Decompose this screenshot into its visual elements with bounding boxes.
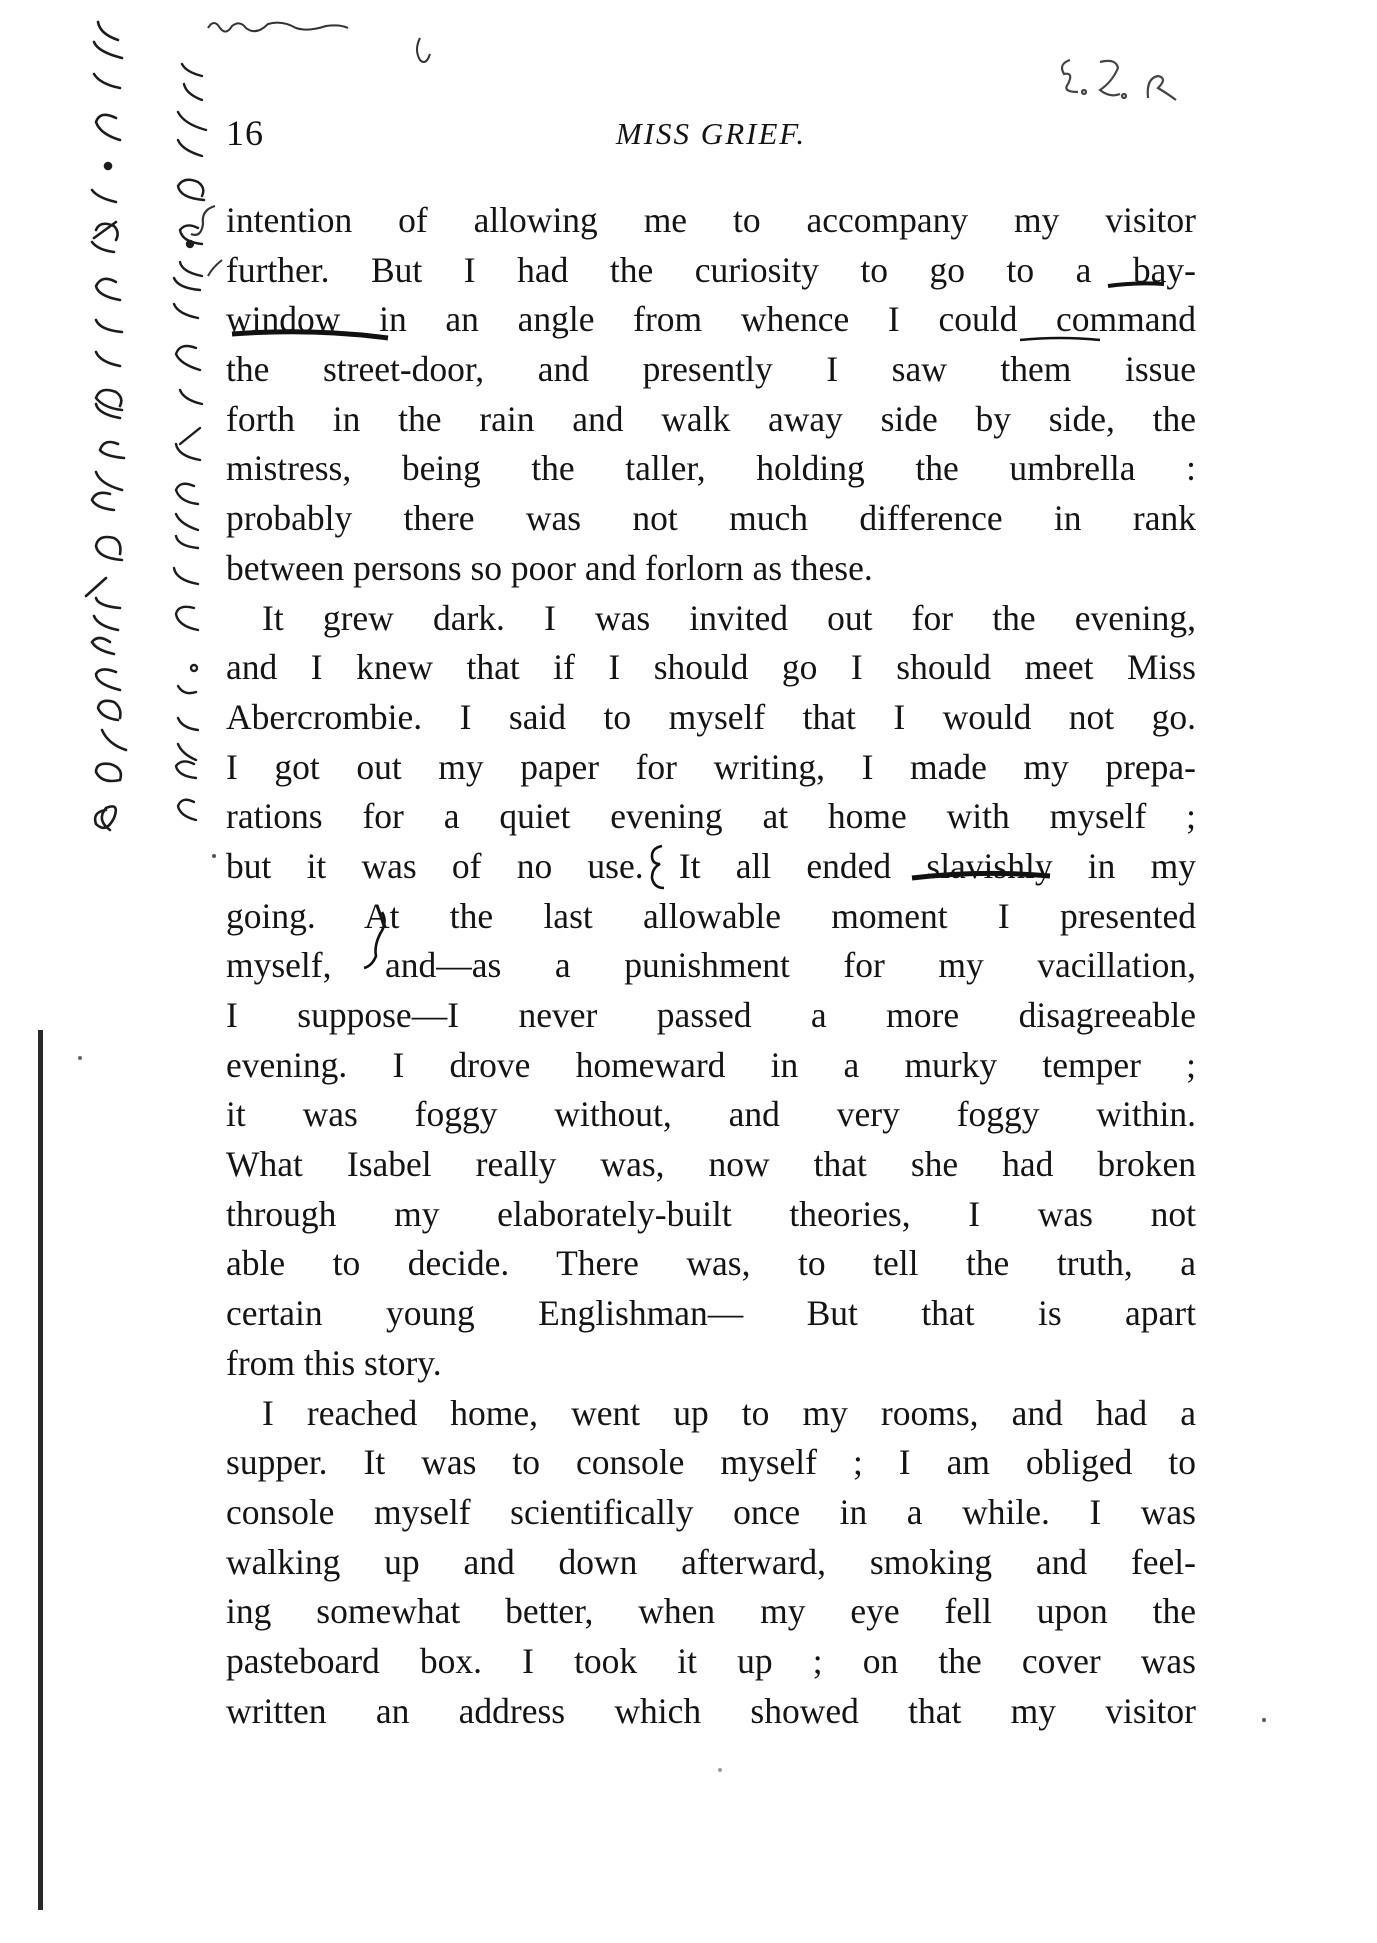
paragraph-2: [226, 594, 1196, 1389]
margin-note-1-mark: [86, 22, 126, 830]
text-line: walking up and down afterward, smoking and feel-: [226, 1541, 1196, 1582]
text-line: further. But I had the curiosity to go to a bay-: [226, 249, 1196, 290]
text-line: What Isabel really was, now that she had broken: [226, 1144, 1196, 1185]
text-line: ing somewhat better, when my eye fell upon the: [226, 1591, 1196, 1632]
paragraph-1: [226, 196, 1196, 594]
running-title: MISS GRIEF.: [615, 116, 807, 151]
text-line: I reached home, went up to my rooms, and had a: [262, 1392, 1196, 1433]
text-line: written an address which showed that my visitor: [226, 1690, 1196, 1731]
text-line: mistress, being the taller, holding the umbrella :: [226, 448, 1196, 489]
paragraph-3: [226, 1389, 1196, 1737]
text-line: rations for a quiet evening at home with myself ;: [226, 796, 1196, 837]
margin-note-2-mark: [174, 64, 206, 820]
text-line: certain young Englishman— But that is apart: [226, 1293, 1196, 1334]
text-line: Abercrombie. I said to myself that I would not go.: [226, 696, 1196, 737]
text-line: window in an angle from whence I could command: [226, 299, 1196, 340]
text-line: but it was of no use. It all ended slavishly in my: [226, 845, 1196, 886]
text-line: able to decide. There was, to tell the truth, a: [226, 1243, 1196, 1284]
text-line: forth in the rain and walk away side by side, the: [226, 398, 1196, 439]
body-text: [226, 196, 1196, 1736]
text-line: through my elaborately-built theories, I was not: [226, 1193, 1196, 1234]
text-line: It grew dark. I was invited out for the evening,: [262, 597, 1196, 638]
text-line: I suppose—I never passed a more disagreeable: [226, 995, 1196, 1035]
text-line: intention of allowing me to accompany my visitor: [226, 200, 1196, 240]
text-line: supper. It was to console myself ; I am obliged to: [226, 1442, 1196, 1483]
text-line: probably there was not much difference in rank: [226, 498, 1196, 539]
text-line: going. At the last allowable moment I presented: [226, 895, 1196, 936]
text-line: it was foggy without, and very foggy within.: [226, 1094, 1196, 1135]
text-line: myself, and—as a punishment for my vacillation,: [226, 945, 1196, 986]
text-line: I got out my paper for writing, I made my prepa-: [226, 746, 1196, 787]
page-number: 16: [226, 113, 264, 153]
scan-edge-line: [38, 1030, 43, 1910]
text-line: evening. I drove homeward in a murky temper ;: [226, 1044, 1196, 1085]
top-scrawl-mark: [208, 23, 348, 32]
text-line: and I knew that if I should go I should meet Miss: [226, 647, 1196, 688]
text-line: the street-door, and presently I saw them issue: [226, 349, 1196, 390]
text-line: from this story.: [226, 1342, 442, 1383]
page-header: [226, 112, 1196, 158]
text-line: pasteboard box. I took it up ; on the cover was: [226, 1640, 1196, 1681]
text-line: console myself scientifically once in a while. I was: [226, 1491, 1196, 1532]
text-line: between persons so poor and forlorn as these.: [226, 547, 873, 588]
corner-note-mark: [1062, 60, 1176, 100]
